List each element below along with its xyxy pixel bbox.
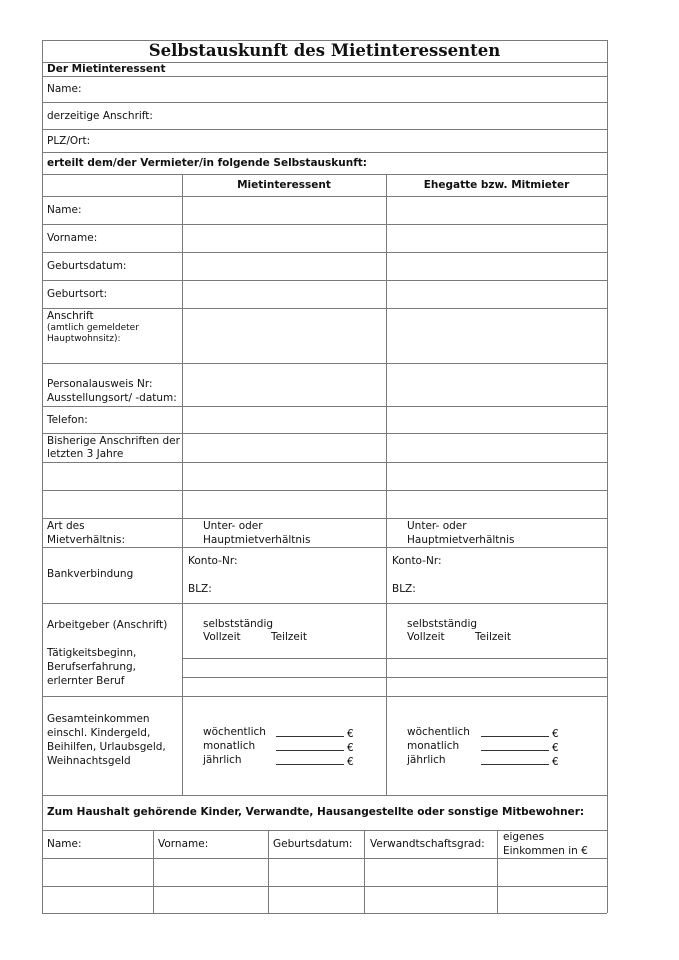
- tenant-prev-address-field[interactable]: [183, 491, 385, 517]
- grant-statement: erteilt dem/der Vermieter/in folgende Selbstauskunft:: [47, 157, 367, 169]
- spouse-prev-address-field[interactable]: [387, 491, 606, 517]
- label-address-note: (amtlich gemeldeter: [47, 323, 139, 333]
- label-phone: Telefon:: [47, 414, 88, 426]
- spouse-part-time-option[interactable]: Teilzeit: [475, 631, 511, 643]
- spouse-birth-date-field[interactable]: [387, 253, 606, 279]
- label-income: einschl. Kindergeld,: [47, 727, 151, 739]
- tenant-part-time-option[interactable]: Teilzeit: [271, 631, 307, 643]
- household-birth-date-field[interactable]: [269, 887, 363, 912]
- rule: [42, 603, 607, 604]
- tenant-yearly-field[interactable]: [276, 754, 354, 769]
- spouse-address-field[interactable]: [387, 309, 606, 362]
- euro-sign: €: [552, 742, 559, 754]
- frame-right: [607, 40, 608, 913]
- rule: [42, 696, 607, 697]
- household-name-field[interactable]: [43, 887, 152, 912]
- household-heading: Zum Haushalt gehörende Kinder, Verwandte, Hausangestellte oder sonstige Mitbewohner:: [47, 806, 585, 818]
- spouse-monthly-label: monatlich: [407, 740, 460, 752]
- household-birth-date-field[interactable]: [269, 859, 363, 885]
- tenant-name-field[interactable]: [183, 197, 385, 223]
- tenant-self-employed-option[interactable]: selbstständig: [203, 618, 274, 630]
- label-previous-addresses: letzten 3 Jahre: [47, 448, 124, 460]
- applicant-name-field[interactable]: [90, 78, 605, 100]
- label-first-name: Vorname:: [47, 232, 98, 244]
- household-first-name-field[interactable]: [154, 887, 267, 912]
- spouse-prev-address-field[interactable]: [387, 434, 606, 461]
- spouse-account-label: Konto-Nr:: [392, 555, 442, 567]
- label-employer: Arbeitgeber (Anschrift): [47, 619, 168, 631]
- tenant-address-field[interactable]: [183, 309, 385, 362]
- household-relationship-field[interactable]: [365, 859, 496, 885]
- label-address: Anschrift: [47, 310, 94, 322]
- spouse-name-field[interactable]: [387, 197, 606, 223]
- rule: [42, 152, 607, 153]
- column-header-tenant: Mietinteressent: [237, 179, 331, 191]
- label-id-card: Personalausweis Nr:: [47, 378, 153, 390]
- euro-sign: €: [552, 756, 559, 768]
- spouse-birth-place-field[interactable]: [387, 281, 606, 307]
- rule: [42, 174, 607, 175]
- tenant-bank-code-label: BLZ:: [188, 583, 212, 595]
- label-bank: Bankverbindung: [47, 568, 134, 580]
- label-income: Weihnachtsgeld: [47, 755, 131, 767]
- spouse-monthly-field[interactable]: [481, 740, 559, 755]
- label-employment: Tätigkeitsbeginn,: [47, 647, 137, 659]
- label-tenancy-type: Mietverhältnis:: [47, 534, 126, 546]
- tenant-weekly-field[interactable]: [276, 726, 354, 741]
- tenant-prev-address-field[interactable]: [183, 434, 385, 461]
- tenant-monthly-label: monatlich: [203, 740, 256, 752]
- label-current-address: derzeitige Anschrift:: [47, 110, 153, 122]
- tenant-account-label: Konto-Nr:: [188, 555, 238, 567]
- label-birth-date: Geburtsdatum:: [47, 260, 127, 272]
- household-name-field[interactable]: [43, 859, 152, 885]
- spouse-full-time-option[interactable]: Vollzeit: [407, 631, 445, 643]
- spouse-tenancy-option[interactable]: Unter- oder: [407, 520, 467, 532]
- tenant-prev-address-field[interactable]: [183, 463, 385, 489]
- label-zip-city: PLZ/Ort:: [47, 135, 91, 147]
- tenant-first-name-field[interactable]: [183, 225, 385, 251]
- household-col-income: Einkommen in €: [503, 845, 588, 857]
- tenant-bank-code-field[interactable]: [215, 579, 380, 597]
- label-address-note: Hauptwohnsitz):: [47, 334, 121, 344]
- rule: [42, 102, 607, 103]
- label-birth-place: Geburtsort:: [47, 288, 108, 300]
- section-heading-applicant: Der Mietinteressent: [47, 63, 166, 75]
- label-id-issue: Ausstellungsort/ -datum:: [47, 392, 177, 404]
- rule: [42, 40, 607, 41]
- label-tenancy-type: Art des: [47, 520, 85, 532]
- rule: [42, 518, 607, 519]
- column-header-spouse: Ehegatte bzw. Mitmieter: [423, 179, 570, 191]
- tenant-phone-field[interactable]: [183, 407, 385, 432]
- euro-sign: €: [347, 728, 354, 740]
- tenant-tenancy-option[interactable]: Hauptmietverhältnis: [203, 534, 311, 546]
- household-col-income: eigenes: [503, 831, 545, 843]
- tenant-monthly-field[interactable]: [276, 740, 354, 755]
- spouse-bank-code-field[interactable]: [419, 579, 602, 597]
- spouse-account-field[interactable]: [444, 551, 602, 569]
- spouse-yearly-field[interactable]: [481, 754, 559, 769]
- household-first-name-field[interactable]: [154, 859, 267, 885]
- tenant-birth-date-field[interactable]: [183, 253, 385, 279]
- rule: [42, 547, 607, 548]
- household-relationship-field[interactable]: [365, 887, 496, 912]
- household-income-field[interactable]: [498, 887, 606, 912]
- tenant-account-field[interactable]: [240, 551, 380, 569]
- spouse-phone-field[interactable]: [387, 407, 606, 432]
- household-col-name: Name:: [47, 838, 82, 850]
- tenant-employment-field[interactable]: [183, 678, 385, 695]
- page-title: Selbstauskunft des Mietinteressenten: [148, 41, 501, 60]
- spouse-self-employed-option[interactable]: selbstständig: [407, 618, 478, 630]
- tenant-yearly-label: jährlich: [203, 754, 242, 766]
- spouse-yearly-label: jährlich: [407, 754, 446, 766]
- household-col-first-name: Vorname:: [158, 838, 209, 850]
- label-name: Name:: [47, 204, 82, 216]
- household-col-relationship: Verwandtschaftsgrad:: [370, 838, 485, 850]
- label-income: Beihilfen, Urlaubsgeld,: [47, 741, 166, 753]
- spouse-prev-address-field[interactable]: [387, 463, 606, 489]
- euro-sign: €: [552, 728, 559, 740]
- spouse-bank-code-label: BLZ:: [392, 583, 416, 595]
- rule: [42, 913, 607, 914]
- label-income: Gesamteinkommen: [47, 713, 150, 725]
- rule: [42, 129, 607, 130]
- rule: [42, 76, 607, 77]
- label-previous-addresses: Bisherige Anschriften der: [47, 435, 180, 447]
- tenant-id-field[interactable]: [183, 364, 385, 405]
- label-name: Name:: [47, 83, 82, 95]
- spouse-weekly-field[interactable]: [481, 726, 559, 741]
- spouse-employment-field[interactable]: [387, 659, 606, 676]
- household-income-field[interactable]: [498, 859, 606, 885]
- spouse-first-name-field[interactable]: [387, 225, 606, 251]
- spouse-id-field[interactable]: [387, 364, 606, 405]
- tenant-tenancy-option[interactable]: Unter- oder: [203, 520, 263, 532]
- spouse-tenancy-option[interactable]: Hauptmietverhältnis: [407, 534, 515, 546]
- household-col-birth-date: Geburtsdatum:: [273, 838, 353, 850]
- tenant-employment-field[interactable]: [183, 659, 385, 676]
- euro-sign: €: [347, 756, 354, 768]
- zip-city-field[interactable]: [100, 131, 605, 150]
- euro-sign: €: [347, 742, 354, 754]
- current-address-field[interactable]: [155, 104, 605, 127]
- label-employment: erlernter Beruf: [47, 675, 125, 687]
- spouse-weekly-label: wöchentlich: [407, 726, 470, 738]
- label-employment: Berufserfahrung,: [47, 661, 136, 673]
- tenant-weekly-label: wöchentlich: [203, 726, 266, 738]
- frame-left: [42, 40, 43, 913]
- tenant-full-time-option[interactable]: Vollzeit: [203, 631, 241, 643]
- rule: [42, 795, 607, 796]
- spouse-employment-field[interactable]: [387, 678, 606, 695]
- tenant-birth-place-field[interactable]: [183, 281, 385, 307]
